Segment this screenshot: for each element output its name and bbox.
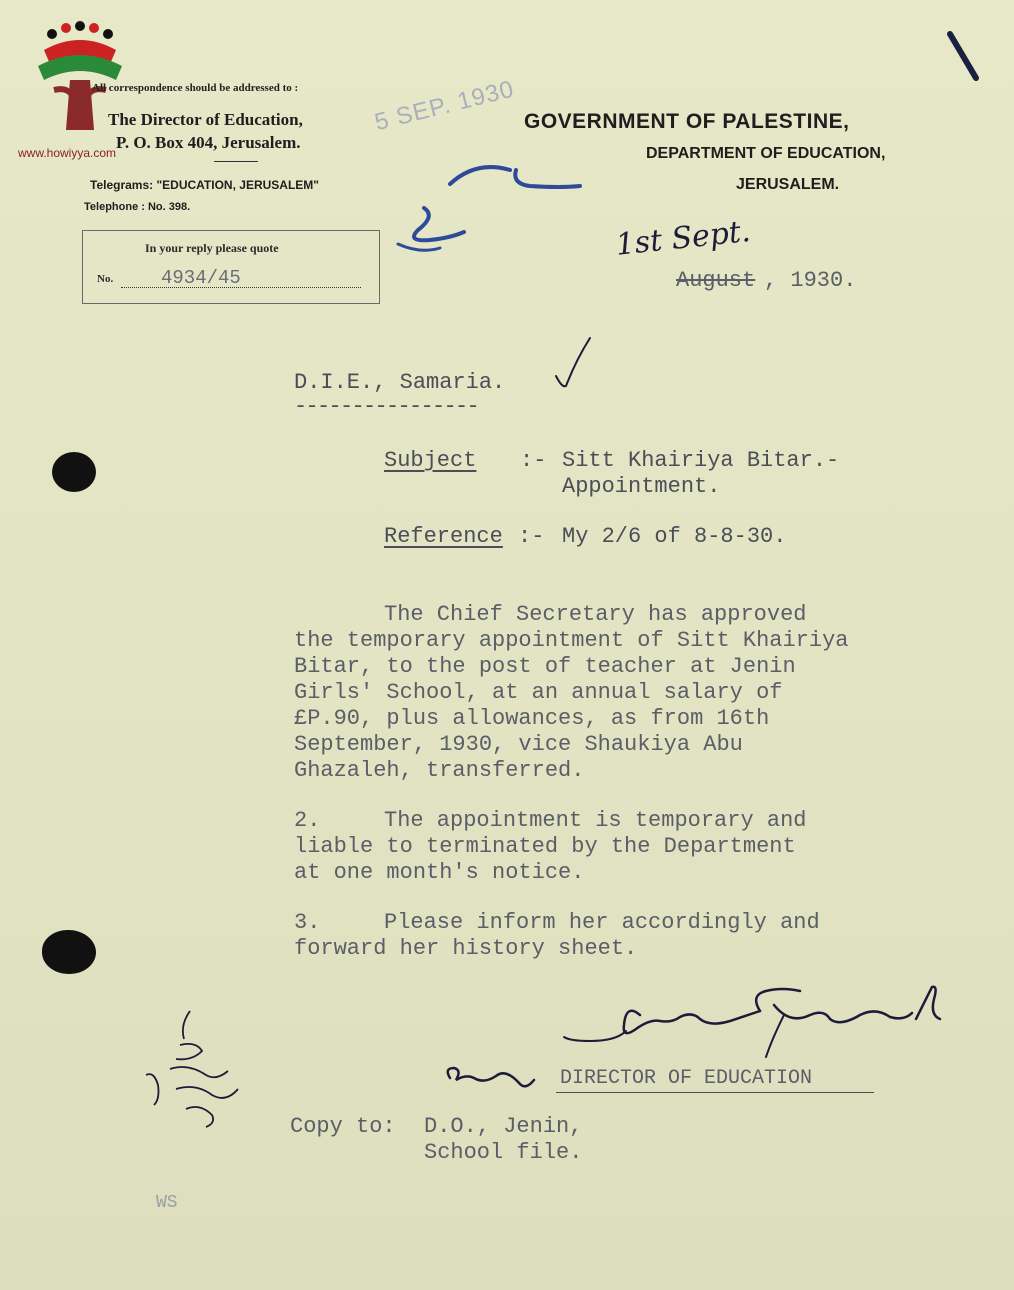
para1-line2: the temporary appointment of Sitt Khairiya — [294, 628, 849, 653]
city-title: JERUSALEM. — [736, 176, 840, 193]
reference-label: Reference — [384, 524, 503, 549]
copy-to-line2: School file. — [424, 1140, 583, 1165]
address-line2: P. O. Box 404, Jerusalem. — [116, 133, 301, 152]
received-date-stamp: 5 SEP. 1930 — [372, 75, 517, 137]
recipient: D.I.E., Samaria. — [294, 370, 506, 395]
para1-line4: Girls' School, at an annual salary of — [294, 680, 783, 705]
government-title: GOVERNMENT OF PALESTINE, — [524, 110, 850, 133]
quote-number: 4934/45 — [161, 267, 241, 289]
address-divider — [214, 161, 258, 162]
para2-line3: at one month's notice. — [294, 860, 585, 885]
subject-line1: Sitt Khairiya Bitar.- — [562, 448, 840, 473]
punch-hole-top — [52, 452, 96, 492]
para3-line2: forward her history sheet. — [294, 936, 638, 961]
check-mark — [550, 334, 600, 394]
para1-line5: £P.90, plus allowances, as from 16th — [294, 706, 770, 731]
department-title: DEPARTMENT OF EDUCATION, — [646, 145, 886, 162]
para2-line1: The appointment is temporary and — [384, 808, 807, 833]
reference-number-box — [82, 230, 380, 304]
para3-number: 3. — [294, 910, 321, 935]
copy-to-label: Copy to: — [290, 1114, 396, 1139]
typist-initials: WS — [156, 1193, 178, 1213]
corner-ink-stroke — [940, 28, 990, 88]
punch-hole-bottom — [42, 930, 96, 974]
blue-pencil-mark — [390, 150, 590, 260]
for-initial-mark — [440, 1058, 540, 1098]
para2-line2: liable to terminated by the Department — [294, 834, 796, 859]
subject-label: Subject — [384, 448, 477, 473]
reference-text: My 2/6 of 8-8-30. — [562, 524, 787, 549]
para3-line1: Please inform her accordingly and — [384, 910, 820, 935]
reference-separator: :- — [518, 524, 545, 549]
recipient-rule: ---------------- — [294, 394, 479, 419]
copy-to-line1: D.O., Jenin, — [424, 1114, 583, 1139]
arabic-marginal-note — [140, 1005, 250, 1135]
handwritten-signature — [560, 985, 950, 1065]
quote-dotted-line — [121, 287, 361, 288]
telephone-line: Telephone : No. 398. — [84, 201, 191, 213]
quote-label: In your reply please quote — [145, 241, 279, 255]
date-year: , 1930. — [764, 268, 857, 293]
website-label: www.howiyya.com — [18, 146, 117, 160]
address-note: All correspondence should be addressed to : — [92, 82, 299, 94]
para1-line6: September, 1930, vice Shaukiya Abu — [294, 732, 743, 757]
subject-line2: Appointment. — [562, 474, 721, 499]
quote-no-label: No. — [97, 273, 114, 285]
para1-line1: The Chief Secretary has approved — [384, 602, 807, 627]
handwritten-date: 1st Sept. — [614, 213, 753, 263]
para1-line3: Bitar, to the post of teacher at Jenin — [294, 654, 796, 679]
signature-title: DIRECTOR OF EDUCATION — [560, 1067, 813, 1090]
struck-month: August — [676, 268, 756, 293]
address-line1: The Director of Education, — [108, 110, 303, 129]
signature-underline — [556, 1092, 874, 1093]
para1-line7: Ghazaleh, transferred. — [294, 758, 585, 783]
para2-number: 2. — [294, 808, 321, 833]
telegrams-line: Telegrams: "EDUCATION, JERUSALEM" — [90, 178, 319, 192]
subject-separator: :- — [520, 448, 547, 473]
